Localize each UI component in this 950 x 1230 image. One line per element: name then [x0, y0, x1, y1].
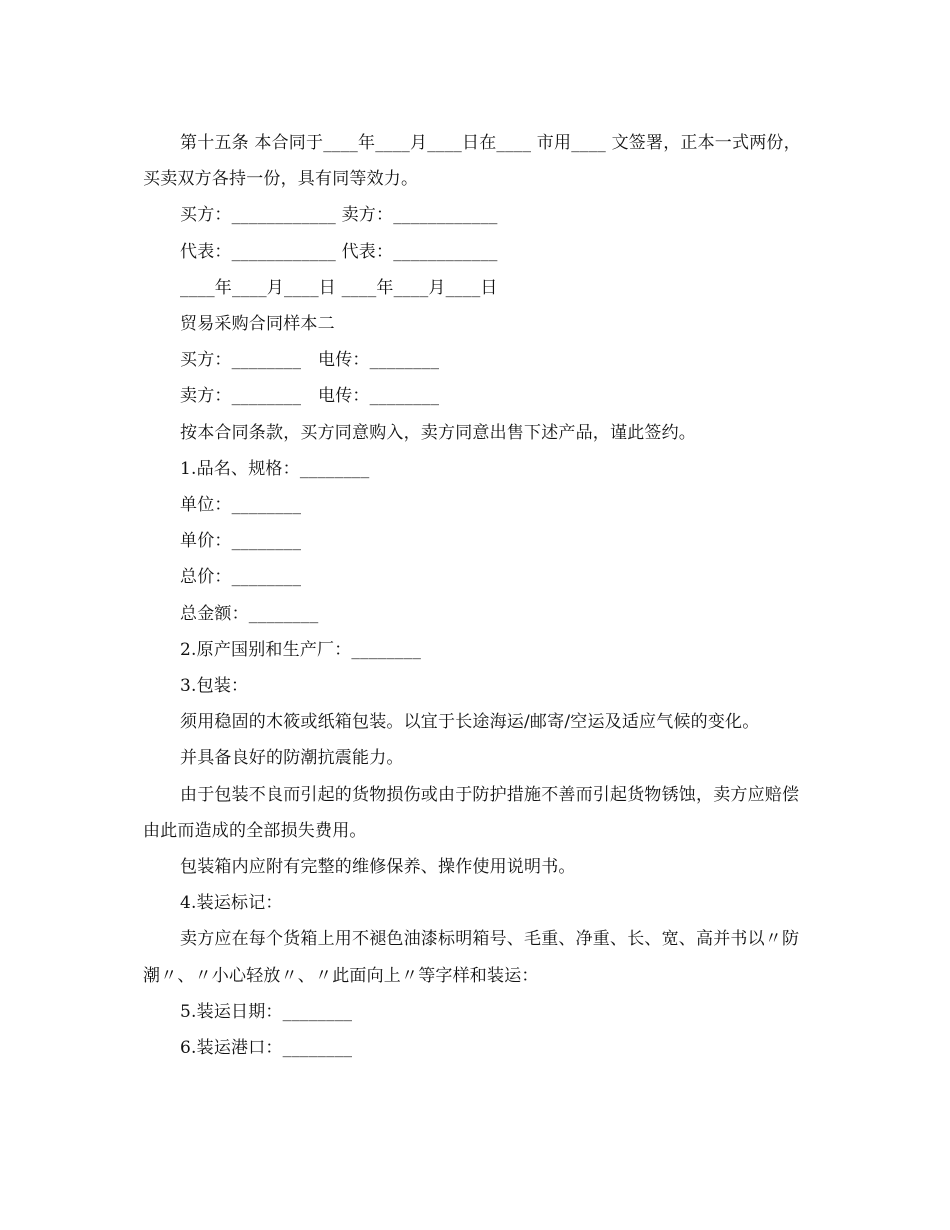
section-heading-sample-two: 贸易采购合同样本二 [180, 314, 335, 335]
paragraph-article-15: 第十五条 本合同于____年____月____日在____ 市用____ 文签署，正本一式两份，买卖双方各持一份，具有同等效力。 [143, 133, 801, 190]
paragraph-total-price: 总价：________ [180, 567, 302, 588]
paragraph-packing-requirements: 须用稳固的木筱或纸箱包装。以宜于长途海运/邮寄/空运及适应气候的变化。 [180, 712, 760, 733]
paragraph-packing-heading: 3.包装： [180, 676, 249, 697]
paragraph-moisture-proof: 并具备良好的防潮抗震能力。 [180, 748, 404, 769]
paragraph-unit: 单位：________ [180, 495, 302, 516]
paragraph-buyer-telex: 买方：________ 电传：________ [180, 350, 440, 371]
paragraph-buyer-seller: 买方：____________ 卖方：____________ [180, 205, 498, 226]
paragraph-shipping-marks-heading: 4.装运标记： [180, 893, 283, 914]
document-body [143, 125, 813, 1066]
paragraph-manuals: 包装箱内应附有完整的维修保养、操作使用说明书。 [180, 857, 576, 878]
paragraph-origin: 2.原产国别和生产厂：________ [180, 639, 422, 660]
paragraph-agreement-intro: 按本合同条款，买方同意购入，卖方同意出售下述产品，谨此签约。 [180, 422, 696, 443]
paragraph-damage-liability: 由于包装不良而引起的货物损伤或由于防护措施不善而引起货物锈蚀，卖方应赔偿由此而造成的全部损失费用。 [143, 784, 800, 841]
paragraph-total-amount: 总金额：________ [180, 603, 319, 624]
paragraph-loading-port: 6.装运港口：________ [180, 1038, 353, 1059]
paragraph-unit-price: 单价：________ [180, 531, 302, 552]
paragraph-signing-dates: ____年____月____日 ____年____月____日 [180, 277, 498, 298]
paragraph-product-name: 1.品名、规格：________ [180, 458, 370, 479]
paragraph-seller-telex: 卖方：________ 电传：________ [180, 386, 440, 407]
paragraph-shipping-marks: 卖方应在每个货箱上用不褪色油漆标明箱号、毛重、净重、长、宽、高并书以〃防潮〃、〃小心轻放〃、〃此面向上〃等字样和装运： [143, 929, 800, 986]
paragraph-shipment-date: 5.装运日期：________ [180, 1001, 353, 1022]
paragraph-representatives: 代表：____________ 代表：____________ [180, 241, 498, 262]
